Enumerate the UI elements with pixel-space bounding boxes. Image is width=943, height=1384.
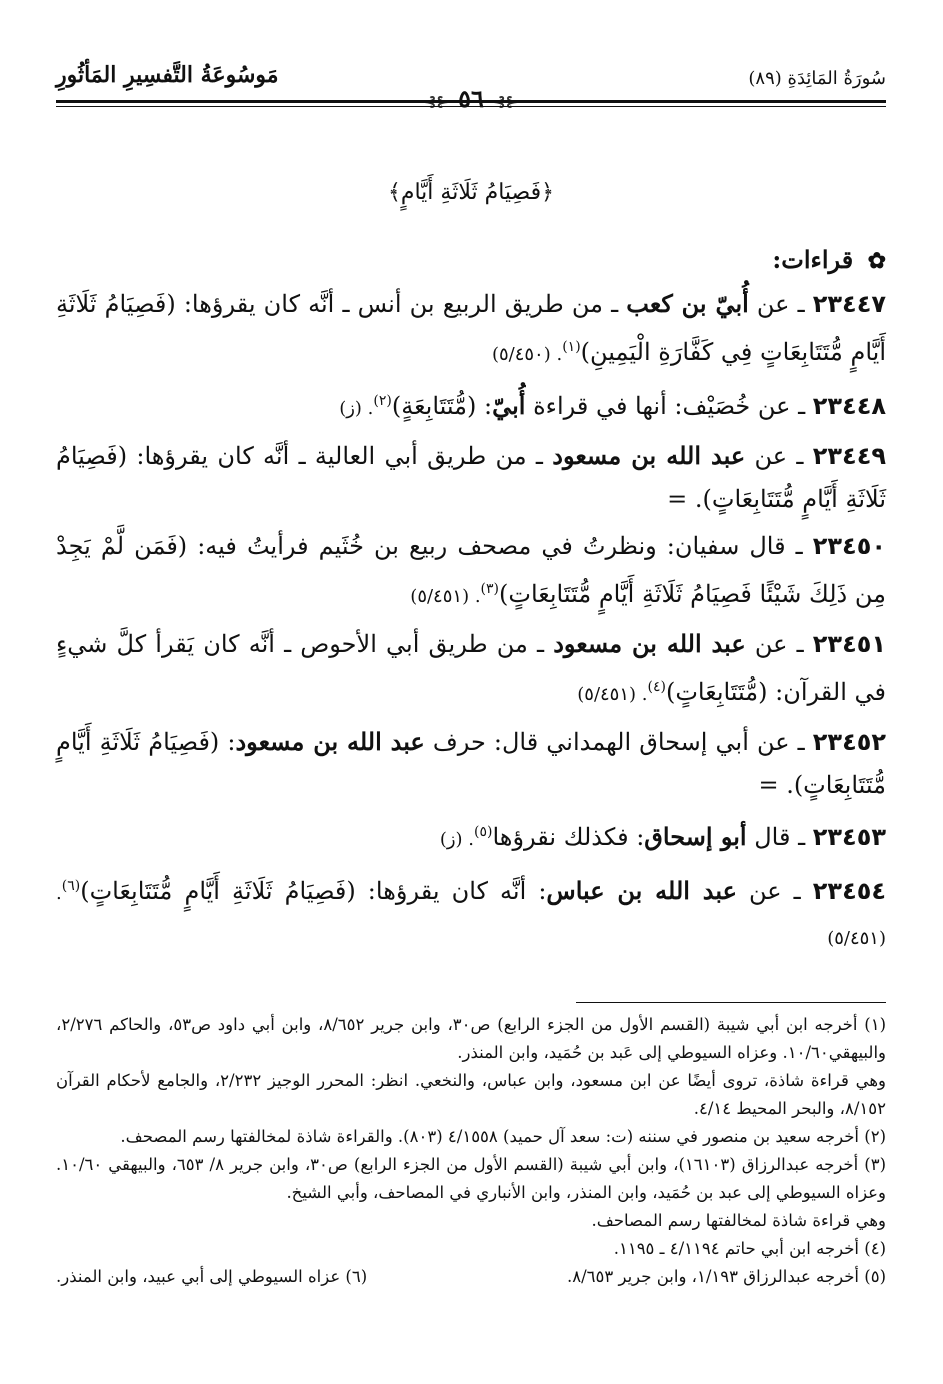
narration-entry <box>56 622 886 716</box>
narration-entry <box>56 811 886 861</box>
footnote: (٥) أخرجه عبدالرزاق ١/١٩٣، وابن جرير ٨/٦٥٣. <box>566 1267 886 1286</box>
volume-reference: . (٥/٤٥٠) <box>491 344 563 365</box>
footnote-row <box>56 1263 886 1291</box>
narrator-name: أُبيّ بن كعب <box>626 289 749 318</box>
narration-intro: ـ عن <box>748 290 813 318</box>
footnote-marker: (٤) <box>647 679 666 695</box>
narrator-name: عبد الله بن عباس <box>546 876 737 905</box>
volume-reference: . (ز) <box>439 829 474 850</box>
book-title: مَوسُوعَةُ التَّفسِيرِ المَأثُورِ <box>56 62 279 88</box>
footnote-marker: (٣) <box>480 581 500 597</box>
footnote: (٤) أخرجه ابن أبي حاتم ٤/١١٩٤ ـ ١١٩٥. <box>613 1239 886 1258</box>
narrator-name: عبد الله بن مسعود <box>552 441 746 470</box>
narration-text: ـ من طريق أبي العالية ـ أنَّه كان يقرؤها: (فَصِيَامُ ثَلَاثَةِ أَيَّامٍ مُّتَتَابِعَاتٍ). = <box>56 442 886 513</box>
footnote-marker: (٥) <box>474 824 493 840</box>
narrator-name: عبد الله بن مسعود <box>235 727 425 756</box>
narration-text: ـ من طريق الربيع بن أنس ـ أنَّه كان يقرؤها: (فَصِيَامُ ثَلَاثَةِ أَيَّامٍ مُّتَتَابِعَاتٍ فِي كَفَّارَةِ الْيَمِينِ) <box>56 290 886 366</box>
footnote: وهي قراءة شاذة لمخالفتها رسم المصاحف. <box>591 1211 886 1230</box>
narration-number: ٢٣٤٥٣ <box>812 823 886 851</box>
book-page <box>56 48 886 1291</box>
narration-entry <box>56 865 886 960</box>
narration-text: : (مُّتَتَابِعَةٍ) <box>391 392 493 420</box>
footnote: (٢) أخرجه سعيد بن منصور في سننه (ت: سعد آل حميد) ٤/١٥٥٨ (٨٠٣). والقراءة شاذة لمخالفتها رسم المصحف. <box>120 1127 886 1146</box>
section-heading <box>56 245 886 274</box>
narration-number: ٢٣٤٤٩ <box>812 442 886 470</box>
narration-entry <box>56 380 886 430</box>
narration-entry <box>56 720 886 807</box>
narration-intro: ـ قال <box>746 823 813 851</box>
narration-number: ٢٣٤٤٧ <box>812 290 886 318</box>
section-title: قراءات: <box>772 245 854 274</box>
footnote-marker: (٦) <box>61 878 81 894</box>
footnote-marker: (١) <box>562 339 581 355</box>
page-number-value: ٥٦ <box>458 84 484 113</box>
narration-number: ٢٣٤٥١ <box>812 630 887 658</box>
page-header <box>56 48 886 118</box>
narration-text: : فكذلك نقرؤها <box>492 823 645 851</box>
footnote: (٣) أخرجه عبدالرزاق (١٦١٠٣)، وابن أبي شيبة (القسم الأول من الجزء الرابع) ص٣٠، وابن جرير ٨/ ٦٥٣، والبيهقي ١٠/٦٠. وعزاه السيوطي إلى عبد بن حُمَيد، وابن المنذر، وابن الأنباري في المصاحف، وأبي الشيخ. <box>56 1155 887 1202</box>
narration-intro: ـ عن <box>736 877 813 905</box>
narration-text: : (فَصِيَامُ ثَلَاثَةِ أَيَّامٍ مُّتَتَابِعَاتٍ). = <box>56 728 886 799</box>
narration-intro: ـ عن أبي إسحاق الهمداني قال: حرف <box>424 728 813 756</box>
footnote: (١) أخرجه ابن أبي شيبة (القسم الأول من الجزء الرابع) ص٣٠، وابن جرير ٨/٦٥٢، وابن أبي داود ص٥٣، والحاكم ٢/٢٧٦، والبيهقي١٠/٦٠. وعزاه السيوطي إلى عَبد بن حُمَيد، وابن المنذر. <box>56 1015 886 1062</box>
footnote: وهي قراءة شاذة، تروى أيضًا عن ابن مسعود، وابن عباس، والنخعي. انظر: المحرر الوجيز ٢/٢٣٢، والجامع لأحكام القرآن ٨/١٥٢، والبحر المحيط ٤/١٤. <box>56 1071 886 1118</box>
volume-reference: . (٥/٤٥١) <box>410 586 481 607</box>
footnote-separator <box>576 1002 886 1003</box>
narration-entry <box>56 282 886 376</box>
narrator-name: أبو إسحاق <box>644 822 747 851</box>
narration-text: ـ من طريق أبي الأحوص ـ أنَّه كان يَقرأ كلَّ شيءٍ في القرآن: (مُّتَتَابِعَاتٍ) <box>56 630 886 706</box>
flower-icon: ✿ <box>867 248 886 274</box>
narration-intro: ـ عن خُصَيْف: أنها في قراءة <box>525 392 813 420</box>
narration-intro: ـ عن <box>745 442 813 470</box>
narration-text: : أنَّه كان يقرؤها: (فَصِيَامُ ثَلَاثَةِ أَيَّامٍ مُّتَتَابِعَاتٍ) <box>80 877 547 905</box>
narration-entry <box>56 525 886 618</box>
footnote: (٦) عزاه السيوطي إلى أبي عبيد، وابن المنذر. <box>56 1267 368 1286</box>
narration-intro: ـ عن <box>745 630 813 658</box>
narrations-list <box>56 282 886 960</box>
narrator-name: عبد الله بن مسعود <box>553 629 746 658</box>
ornament-left-icon: ⊰⊱ <box>422 92 450 111</box>
header-rule <box>56 100 886 103</box>
narration-number: ٢٣٤٥٢ <box>812 728 887 756</box>
footnote-marker: (٢) <box>373 393 392 409</box>
volume-reference: . (٥/٤٥١) <box>577 684 648 705</box>
header-rule-thin <box>56 106 886 107</box>
surah-title: سُورَةُ المَائِدَةِ (٨٩) <box>748 68 886 89</box>
footnotes <box>56 1011 886 1291</box>
narration-number: ٢٣٤٥٤ <box>812 877 887 905</box>
narrator-name: أُبيّ <box>492 391 526 420</box>
narration-number: ٢٣٤٥٠ <box>812 532 886 560</box>
volume-reference: . (٥/٤٥١) <box>56 883 886 949</box>
narration-text: ـ قال سفيان: ونظرتُ في مصحف ربيع بن خُثَيم فرأيتُ فيه: (فَمَن لَّمْ يَجِدْ مِن ذَلِكَ شَيْئًا فَصِيَامُ ثَلَاثَةِ أَيَّامٍ مُّتَتَابِعَاتٍ) <box>56 532 886 608</box>
narration-number: ٢٣٤٤٨ <box>812 392 886 420</box>
narration-entry <box>56 434 886 521</box>
verse-heading: ﴿فَصِيَامُ ثَلَاثَةِ أَيَّامٍ﴾ <box>387 180 555 205</box>
ornament-right-icon: ⊰⊱ <box>492 92 520 111</box>
page-number <box>423 84 519 113</box>
volume-reference: . (ز) <box>339 398 374 419</box>
